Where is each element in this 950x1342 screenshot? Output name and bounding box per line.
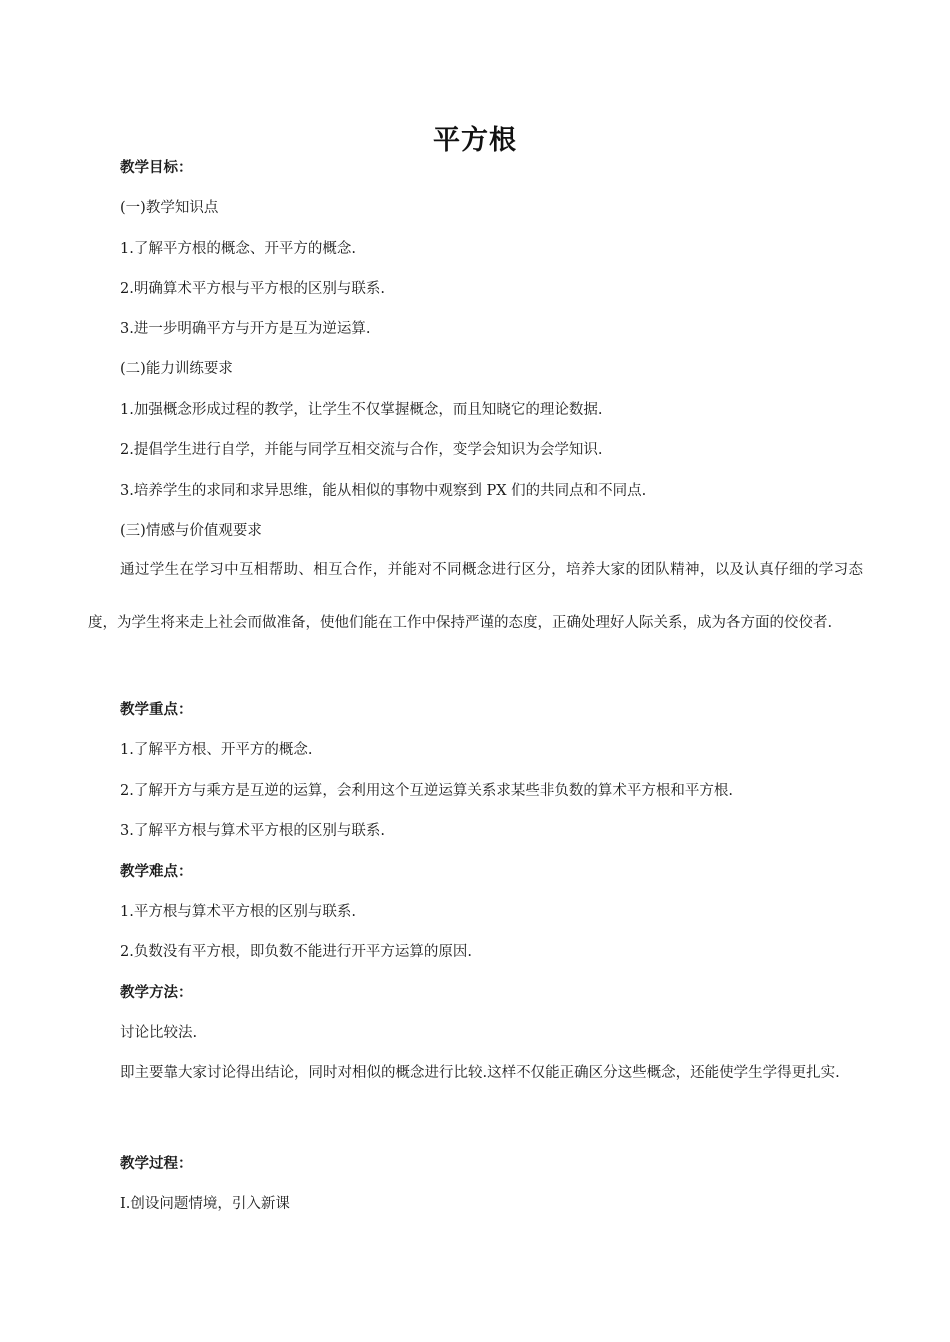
knowledge-item: 3.进一步明确平方与开方是互为逆运算. [120,321,371,337]
difficulty-item: 2.负数没有平方根，即负数不能进行开平方运算的原因. [120,944,472,960]
process-heading: 教学过程： [120,1156,193,1172]
emotion-heading: (三)情感与价值观要求 [120,523,262,539]
ability-item: 1.加强概念形成过程的教学，让学生不仅掌握概念，而且知晓它的理论数据. [120,402,603,418]
ability-item: 2.提倡学生进行自学，并能与同学互相交流与合作，变学会知识为会学知识. [120,442,603,458]
ability-item: 3.培养学生的求同和求异思维，能从相似的事物中观察到 PX 们的共同点和不同点. [120,483,647,499]
key-point-item: 2.了解开方与乘方是互逆的运算，会利用这个互逆运算关系求某些非负数的算术平方根和平方根. [120,783,733,799]
method-heading: 教学方法： [120,985,193,1001]
difficulties-heading: 教学难点： [120,864,193,880]
ability-heading: (二)能力训练要求 [120,361,233,377]
emotion-paragraph: 通过学生在学习中互相帮助、相互合作，并能对不同概念进行区分，培养大家的团队精神，以及认真仔细的学习态度，为学生将来走上社会而做准备，使他们能在工作中保持严谨的态度，正确处理好人际关系，成为各方面的佼佼者. [88,562,863,631]
difficulty-item: 1.平方根与算术平方根的区别与联系. [120,904,356,920]
knowledge-heading: (一)教学知识点 [120,200,219,216]
method-paragraph: 即主要靠大家讨论得出结论，同时对相似的概念进行比较.这样不仅能正确区分这些概念，还能使学生学得更扎实. [120,1065,840,1081]
method-name: 讨论比较法. [120,1025,198,1041]
objectives-heading: 教学目标： [120,160,193,176]
key-points-heading: 教学重点： [120,702,193,718]
document-title: 平方根 [433,125,517,156]
key-point-item: 3.了解平方根与算术平方根的区别与联系. [120,823,385,839]
key-point-item: 1.了解平方根、开平方的概念. [120,742,313,758]
knowledge-item: 2.明确算术平方根与平方根的区别与联系. [120,281,385,297]
process-step: Ⅰ.创设问题情境，引入新课 [120,1196,290,1212]
knowledge-item: 1.了解平方根的概念、开平方的概念. [120,241,356,257]
